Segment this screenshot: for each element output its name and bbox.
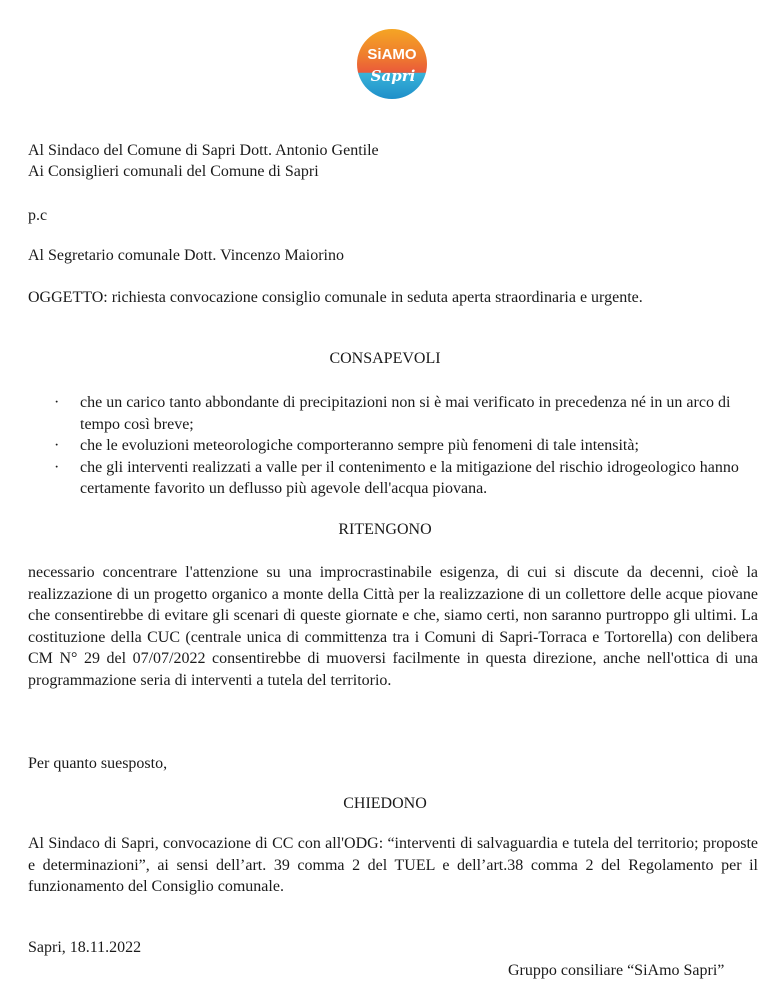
bullet-dot: · (54, 394, 60, 411)
recipient-mayor: Al Sindaco del Comune di Sapri Dott. Antonio Gentile (28, 142, 379, 159)
heading-ritengono: RITENGONO (338, 521, 432, 538)
list-item-text: che un carico tanto abbondante di precipitazioni non si è mai verificato in precedenza né in un arco di tempo così breve; (80, 394, 731, 433)
recipient-secretary: Al Segretario comunale Dott. Vincenzo Maiorino (28, 247, 344, 264)
chiedono-paragraph: Al Sindaco di Sapri, convocazione di CC con all'ODG: “interventi di salvaguardia e tutela del territorio; proposte e determinazioni”, ai sensi dell’art. 39 comma 2 del TUEL e dell’art.38 comma 2 del Regolamento per il funzionamento del Consiglio comunale. (28, 835, 758, 896)
siamo-sapri-logo (356, 28, 428, 100)
subject-line: OGGETTO: richiesta convocazione consiglio comunale in seduta aperta straordinaria e urgente. (28, 289, 643, 306)
heading-chiedono: CHIEDONO (343, 795, 427, 812)
closing-intro: Per quanto suesposto, (28, 755, 168, 772)
bullet-dot: · (54, 437, 60, 454)
recipient-councillors: Ai Consiglieri comunali del Comune di Sapri (28, 163, 319, 180)
logo-line1: SiAMO (367, 46, 417, 63)
list-item-text: che gli interventi realizzati a valle per il contenimento e la mitigazione del rischio idrogeologico hanno certamente favorito un deflusso più agevole dell'acqua piovana. (80, 458, 739, 497)
list-item (28, 392, 748, 435)
list-item (28, 457, 748, 500)
place-date: Sapri, 18.11.2022 (28, 939, 142, 956)
pc-label: p.c (28, 207, 48, 224)
signature: Gruppo consiliare “SiAmo Sapri” (508, 962, 725, 979)
logo-line2: Sapri (370, 67, 416, 85)
list-item-text: che le evoluzioni meteorologiche comporteranno sempre più fenomeni di tale intensità; (80, 437, 639, 454)
heading-consapevoli: CONSAPEVOLI (329, 350, 441, 367)
bullet-dot: · (54, 458, 60, 476)
consapevoli-list (28, 392, 748, 500)
list-item (28, 435, 748, 457)
ritengono-paragraph: necessario concentrare l'attenzione su una improcrastinabile esigenza, di cui si discute da decenni, cioè la realizzazione di un progetto organico a monte della Città per la realizzazione di un collettore delle acque piovane che consentirebbe di evitare gli scenari di queste giornate e che, siamo certi, non saranno purtroppo gli ultimi. La costituzione della CUC (centrale unica di committenza tra i Comuni di Sapri-Torraca e Tortorella) con delibera CM N° 29 del 07/07/2022 consentirebbe di muoversi facilmente in questa direzione, anche nell'ottica di una programmazione seria di interventi a tutela del territorio. (28, 564, 758, 689)
